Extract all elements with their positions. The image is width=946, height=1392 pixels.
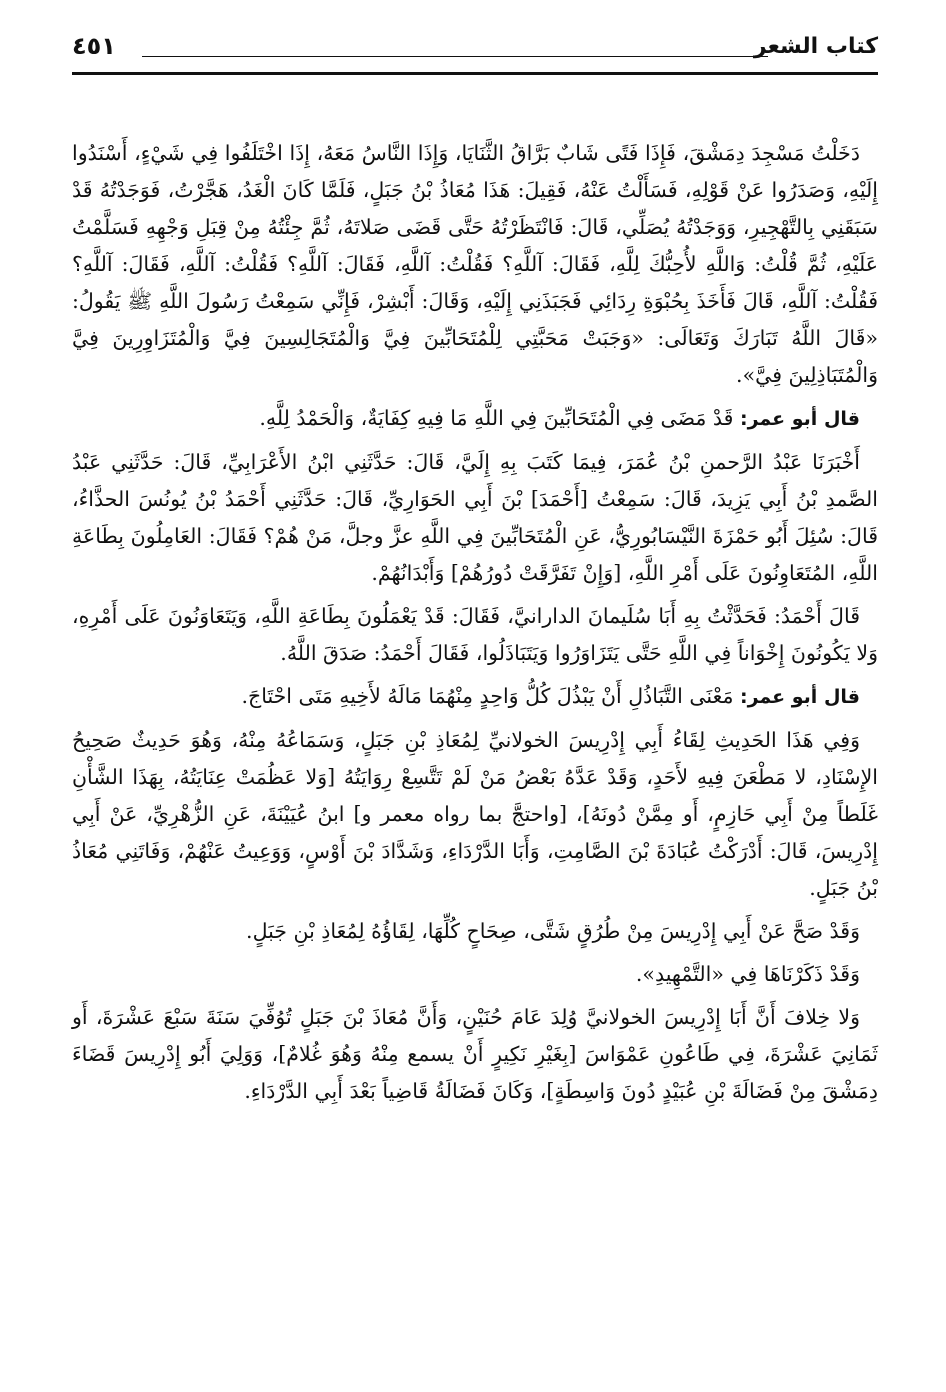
paragraph xyxy=(72,999,878,1110)
paragraph-text: دَخَلْتُ مَسْجِدَ دِمَشْقَ، فَإِذَا فَتًى شَابٌ بَرَّاقُ الثَّنَايَا، وَإِذَا النَّاسُ مَعَهُ، إِذَا اخْتَلَفُوا فِي شَيْءٍ، أَسْنَدُوا إِلَيْهِ، وَصَدَرُوا عَنْ قَوْلِهِ، فَسَأَلْتُ عَنْهُ، فَقِيلَ: هَذَا مُعَاذُ بْنُ جَبَلٍ، فَلَمَّا كَانَ الْغَدُ، هَجَّرْتُ، فَوَجَدْتُهُ قَدْ سَبَقَنِي بِالتَّهْجِيرِ، وَوَجَدْتُهُ يُصَلِّي، قَالَ: فَانْتَظَرْتُهُ حَتَّى قَضَى صَلاتَهُ، ثُمَّ جِئْتُهُ مِنْ قِبَلِ وَجْهِهِ فَسَلَّمْتُ عَلَيْهِ، ثُمَّ قُلْتُ: وَاللَّهِ لأُحِبُّكَ لِلَّهِ، فَقَالَ: آللَّهِ؟ فَقُلْتُ: آللَّهِ، فَقَالَ: آللَّهِ؟ فَقُلْتُ: آللَّهِ، فَقَالَ: آللَّهِ؟ فَقُلْتُ: آللَّهِ، قَالَ فَأَخَذَ بِحُبْوَةِ رِدَائِي فَجَبَذَنِي إِلَيْهِ، وَقَالَ: أَبْشِرْ، فَإِنِّي سَمِعْتُ رَسُولَ اللَّهِ ﷺ يَقُولُ: «قَالَ اللَّهُ تَبَارَكَ وَتَعَالَى: «وَجَبَتْ مَحَبَّتِي لِلْمُتَحَابِّينَ فِيَّ وَالْمُتَجَالِسِينَ فِيَّ وَالْمُتَزَاوِرِينَ فِيَّ وَالْمُتَبَاذِلِينَ فِيَّ». xyxy=(72,141,878,387)
paragraph-text: وَقَدْ صَحَّ عَنْ أَبِي إِدْرِيسَ مِنْ طُرُقٍ شَتَّى، صِحَاحٍ كُلِّهَا، لِقَاؤُهُ لِمُعَاذِ بْنِ جَبَلٍ. xyxy=(246,919,860,943)
paragraph-text: وَلا خِلافَ أَنَّ أَبَا إِدْرِيسَ الخولانيَّ وُلِدَ عَامَ حُنَيْنٍ، وَأَنَّ مُعَاذَ بْنَ جَبَلٍ تُوُفِّيَ سَنَةَ سَبْعَ عَشْرَةَ، أَو ثَمَانِيَ عَشْرَةَ، فِي طَاعُونِ عَمْوَاسَ [بِغَيْرِ نَكِيرٍ أَنْ يسمع مِنْهُ وَهُوَ غُلامٌ]، وَوَلِيَ أَبُو إِدْرِيسَ قَضَاءَ دِمَشْقَ مِنْ فَضَالَةَ بْنِ عُبَيْدٍ دُونَ وَاسِطَةٍ]، وَكَانَ فَضَالَةُ قَاضِياً بَعْدَ أَبِي الدَّرْدَاءِ. xyxy=(72,1005,878,1103)
body-text xyxy=(72,135,878,1110)
paragraph-text: وَقَدْ ذَكَرْنَاهَا فِي «التَّمْهِيدِ». xyxy=(635,962,860,986)
paragraph xyxy=(72,956,878,993)
paragraph xyxy=(72,598,878,672)
book-page xyxy=(72,26,878,1372)
paragraph xyxy=(72,722,878,907)
paragraph xyxy=(72,444,878,592)
speaker-label: قال أبو عمر: xyxy=(740,686,860,708)
paragraph-text: قَدْ مَضَى فِي الْمُتَحَابِّينَ فِي اللَّهِ مَا فِيهِ كِفَايَةٌ، وَالْحَمْدُ لِلَّهِ. xyxy=(259,406,734,430)
header-rule xyxy=(142,56,768,57)
paragraph-text: وَفِي هَذَا الحَدِيثِ لِقَاءُ أَبِي إِدْرِيسَ الخولانيِّ لِمُعَاذِ بْنِ جَبَلٍ، وَسَمَاعُهُ مِنْهُ، وَهُوَ حَدِيثٌ صَحِيحُ الإِسْنَادِ، لا مَطْعَنَ فِيهِ لأَحَدٍ، وَقَدْ عَدَّهُ بَعْضُ مَنْ لَمْ تَتَّسِعْ رِوَايَتُهُ [وَلا عَظُمَتْ عِنَايَتُهُ، بِهَذَا الشَّأْنِ غَلَطاً مِنْ أَبِي حَازِمٍ، أَو مِمَّنْ دُونَهُ]، [واحتجَّ بما رواه معمر و] ابنُ عُيَيْنَةَ، عَنِ الزُّهْرِيِّ، عَنْ أَبِي إِدْرِيسَ، قَالَ: أَدْرَكْتُ عُبَادَةَ بْنَ الصَّامِتِ، وَأَبَا الدَّرْدَاءِ، وَشَدَّادَ بْنَ أَوْسٍ، وَوَعِيتُ عَنْهُمْ، وَفَاتَنِي مُعَاذُ بْنُ جَبَلٍ. xyxy=(72,728,878,900)
running-title: كتاب الشعر xyxy=(753,34,878,59)
page-header xyxy=(72,26,878,75)
paragraph xyxy=(72,400,878,438)
paragraph xyxy=(72,678,878,716)
paragraph-text: قَالَ أَحْمَدُ: فَحَدَّثْتُ بِهِ أَبَا سُلَيمانَ الدارانيَّ، فَقَالَ: قَدْ يَعْمَلُونَ بِطَاعَةِ اللَّهِ، وَيَتَعَاوَنُونَ عَلَى أَمْرِهِ، وَلا يَكُونُونَ إِخْوَاناً فِي اللَّهِ حَتَّى يَتَزَاوَرُوا وَيَتَبَاذَلُوا، فَقَالَ أَحْمَدُ: صَدَقَ اللَّهُ. xyxy=(72,604,878,665)
paragraph-text: أَخْبَرَنَا عَبْدُ الرَّحمنِ بْنُ عُمَرَ، فِيمَا كَتَبَ بِهِ إِلَيَّ، قَالَ: حَدَّثَنِي ابْنُ الأَعْرَابِيِّ، قَالَ: حَدَّثَنِي عَبْدُ الصَّمدِ بْنُ أَبِي يَزِيدَ، قَالَ: سَمِعْتُ [أَحْمَدَ] بْنَ أَبِي الحَوَارِيِّ، قَالَ: حَدَّثَنِي أَحْمَدُ بْنُ يُونُسَ الحذَّاءُ، قَالَ: سُئِلَ أَبُو حَمْزَةَ النَّيْسَابُورِيُّ، عَنِ الْمُتَحَابِّينَ فِي اللَّهِ عزَّ وجلَّ، مَنْ هُمْ؟ فَقَالَ: العَامِلُونَ بِطَاعَةِ اللَّهِ، المُتَعَاوِنُونَ عَلَى أَمْرِ اللَّهِ، [وَإِنْ تَفَرَّقَتْ دُورُهُمْ] وَأَبْدَانُهُمْ. xyxy=(72,450,878,585)
page-number: ٤٥١ xyxy=(72,32,116,60)
paragraph xyxy=(72,135,878,394)
paragraph-text: مَعْنَى التَّبَاذُلِ أَنْ يَبْذُلَ كُلُّ وَاحِدٍ مِنْهُمَا مَالَهُ لأَخِيهِ مَتَى احْتَاجَ. xyxy=(241,684,734,708)
speaker-label: قال أبو عمر: xyxy=(740,408,860,430)
paragraph xyxy=(72,913,878,950)
